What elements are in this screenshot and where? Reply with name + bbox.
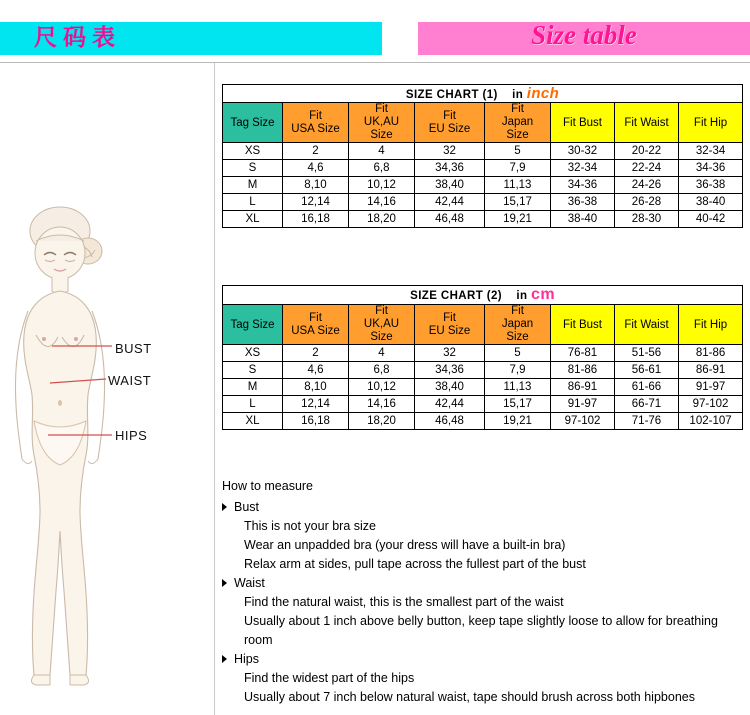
chart1-r0-c2: 4 [349, 143, 415, 160]
chart2-r1-c2: 6,8 [349, 362, 415, 379]
chart2-header-tag-size: Tag Size [223, 305, 283, 345]
chart1-r2-c5: 34-36 [551, 177, 615, 194]
chart1-header-fit-bust: Fit Bust [551, 103, 615, 143]
chart1-r2-c0: M [223, 177, 283, 194]
chart2-header-ukau-size: Fit UK,AU Size [349, 305, 415, 345]
chart2-header-eu-size: Fit EU Size [415, 305, 485, 345]
body-measurement-illustration [0, 63, 214, 715]
chart1-r1-c2: 6,8 [349, 160, 415, 177]
how-to-measure-section [222, 477, 742, 707]
chart1-header-eu-size: Fit EU Size [415, 103, 485, 143]
header-chinese-title: 尺码表 [34, 25, 121, 51]
chart1-r4-c0: XL [223, 211, 283, 228]
chart1-r4-c3: 46,48 [415, 211, 485, 228]
chart2-r1-c1: 4,6 [283, 362, 349, 379]
chart2-r1-c6: 56-61 [615, 362, 679, 379]
chart2-r1-c4: 7,9 [485, 362, 551, 379]
chart1-r3-c2: 14,16 [349, 194, 415, 211]
how-to-group-waist [222, 574, 742, 650]
chart2-r2-c1: 8,10 [283, 379, 349, 396]
table-row [223, 194, 743, 211]
chart1-header-usa-size: Fit USA Size [283, 103, 349, 143]
table-row [223, 160, 743, 177]
chart2-r3-c4: 15,17 [485, 396, 551, 413]
chart2-r1-c0: S [223, 362, 283, 379]
chart1-header-ukau-size: Fit UK,AU Size [349, 103, 415, 143]
chart2-unit-prefix: in [516, 290, 528, 302]
chart2-header-fit-bust: Fit Bust [551, 305, 615, 345]
chart1-r4-c7: 40-42 [679, 211, 743, 228]
chart1-header-tag-size: Tag Size [223, 103, 283, 143]
size-chart-inch-table [222, 84, 743, 228]
chart1-r2-c4: 11,13 [485, 177, 551, 194]
triangle-bullet-icon [222, 579, 227, 587]
chart1-r3-c6: 26-28 [615, 194, 679, 211]
chart2-r0-c7: 81-86 [679, 345, 743, 362]
chart2-header-usa-size: Fit USA Size [283, 305, 349, 345]
how-to-head-waist-label: Waist [234, 576, 265, 590]
chart2-r3-c0: L [223, 396, 283, 413]
chart2-r4-c7: 102-107 [679, 413, 743, 430]
label-bust: BUST [115, 341, 152, 356]
chart1-r1-c5: 32-34 [551, 160, 615, 177]
table-row [223, 379, 743, 396]
chart1-r1-c4: 7,9 [485, 160, 551, 177]
chart1-r4-c5: 38-40 [551, 211, 615, 228]
page-header [0, 0, 750, 62]
chart1-r3-c1: 12,14 [283, 194, 349, 211]
chart2-r0-c0: XS [223, 345, 283, 362]
chart2-r2-c5: 86-91 [551, 379, 615, 396]
chart2-r3-c7: 97-102 [679, 396, 743, 413]
chart2-r2-c7: 91-97 [679, 379, 743, 396]
table-row [223, 177, 743, 194]
chart1-unit: inch [526, 85, 560, 102]
how-to-measure-title: How to measure [222, 479, 314, 493]
chart1-r0-c0: XS [223, 143, 283, 160]
chart1-r1-c7: 34-36 [679, 160, 743, 177]
chart1-r2-c3: 38,40 [415, 177, 485, 194]
how-to-waist-line-2: Usually about 1 inch above belly button, keep tape slightly loose to allow for breathing room [244, 614, 718, 647]
how-to-head-bust [222, 498, 742, 517]
how-to-head-hips-label: Hips [234, 652, 260, 666]
chart1-r1-c6: 22-24 [615, 160, 679, 177]
chart1-r3-c7: 38-40 [679, 194, 743, 211]
label-waist: WAIST [108, 373, 152, 388]
chart2-header-fit-waist: Fit Waist [615, 305, 679, 345]
chart1-r0-c7: 32-34 [679, 143, 743, 160]
chart2-r4-c4: 19,21 [485, 413, 551, 430]
chart1-r2-c7: 36-38 [679, 177, 743, 194]
chart1-r4-c4: 19,21 [485, 211, 551, 228]
chart2-r4-c0: XL [223, 413, 283, 430]
chart1-r4-c2: 18,20 [349, 211, 415, 228]
chart1-r1-c3: 34,36 [415, 160, 485, 177]
chart1-r1-c1: 4,6 [283, 160, 349, 177]
chart2-r3-c3: 42,44 [415, 396, 485, 413]
chart2-r2-c2: 10,12 [349, 379, 415, 396]
chart2-r0-c5: 76-81 [551, 345, 615, 362]
triangle-bullet-icon [222, 655, 227, 663]
chart1-r3-c3: 42,44 [415, 194, 485, 211]
chart1-header-japan-size: Fit Japan Size [485, 103, 551, 143]
chart1-r3-c0: L [223, 194, 283, 211]
how-to-bust-line-2: Wear an unpadded bra (your dress will have a built-in bra) [244, 538, 566, 552]
chart1-title-cell [223, 85, 743, 103]
chart2-r3-c6: 66-71 [615, 396, 679, 413]
table-row [223, 396, 743, 413]
chart2-title-cell [223, 286, 743, 305]
chart2-unit: cm [531, 286, 555, 303]
chart2-r0-c6: 51-56 [615, 345, 679, 362]
table-row [223, 345, 743, 362]
chart1-header-fit-waist: Fit Waist [615, 103, 679, 143]
chart1-r2-c2: 10,12 [349, 177, 415, 194]
chart1-header-fit-hip: Fit Hip [679, 103, 743, 143]
chart2-r4-c1: 16,18 [283, 413, 349, 430]
chart2-r3-c1: 12,14 [283, 396, 349, 413]
size-chart-cm-table [222, 285, 743, 430]
chart2-r4-c6: 71-76 [615, 413, 679, 430]
chart1-r4-c1: 16,18 [283, 211, 349, 228]
chart1-header-row [223, 103, 743, 143]
chart2-header-row [223, 305, 743, 345]
how-to-hips-line-1: Find the widest part of the hips [244, 671, 415, 685]
chart1-r2-c6: 24-26 [615, 177, 679, 194]
chart2-header-japan-size: Fit Japan Size [485, 305, 551, 345]
how-to-group-bust [222, 498, 742, 574]
label-hips: HIPS [115, 428, 148, 443]
how-to-head-hips [222, 650, 742, 669]
chart2-r0-c1: 2 [283, 345, 349, 362]
chart2-title-row [223, 286, 743, 305]
vertical-divider [214, 63, 215, 715]
chart2-r2-c4: 11,13 [485, 379, 551, 396]
how-to-head-bust-label: Bust [234, 500, 260, 514]
chart1-unit-prefix: in [512, 89, 524, 101]
chart2-r2-c0: M [223, 379, 283, 396]
chart1-r0-c1: 2 [283, 143, 349, 160]
chart1-r3-c4: 15,17 [485, 194, 551, 211]
table-row [223, 362, 743, 379]
triangle-bullet-icon [222, 503, 227, 511]
chart1-title-row [223, 85, 743, 103]
chart2-r2-c6: 61-66 [615, 379, 679, 396]
how-to-head-waist [222, 574, 742, 593]
how-to-bust-line-3: Relax arm at sides, pull tape across the fullest part of the bust [244, 557, 586, 571]
how-to-group-hips [222, 650, 742, 707]
chart1-r1-c0: S [223, 160, 283, 177]
chart2-r4-c2: 18,20 [349, 413, 415, 430]
chart1-r0-c6: 20-22 [615, 143, 679, 160]
table-row [223, 143, 743, 160]
chart2-r2-c3: 38,40 [415, 379, 485, 396]
chart2-r1-c3: 34,36 [415, 362, 485, 379]
table-row [223, 211, 743, 228]
female-figure-icon [0, 63, 214, 715]
chart2-r1-c7: 86-91 [679, 362, 743, 379]
header-english-title: Size table [531, 20, 637, 50]
chart2-r4-c3: 46,48 [415, 413, 485, 430]
chart2-r4-c5: 97-102 [551, 413, 615, 430]
chart1-r4-c6: 28-30 [615, 211, 679, 228]
chart1-r3-c5: 36-38 [551, 194, 615, 211]
chart2-header-fit-hip: Fit Hip [679, 305, 743, 345]
chart2-r3-c2: 14,16 [349, 396, 415, 413]
chart2-r0-c4: 5 [485, 345, 551, 362]
chart2-r0-c2: 4 [349, 345, 415, 362]
chart2-r1-c5: 81-86 [551, 362, 615, 379]
how-to-bust-line-1: This is not your bra size [244, 519, 376, 533]
how-to-waist-line-1: Find the natural waist, this is the smallest part of the waist [244, 595, 564, 609]
chart1-title: SIZE CHART (1) [405, 89, 498, 101]
chart2-r0-c3: 32 [415, 345, 485, 362]
chart1-r0-c4: 5 [485, 143, 551, 160]
chart2-r3-c5: 91-97 [551, 396, 615, 413]
chart2-title: SIZE CHART (2) [410, 290, 502, 302]
chart1-r2-c1: 8,10 [283, 177, 349, 194]
chart1-r0-c3: 32 [415, 143, 485, 160]
table-row [223, 413, 743, 430]
chart1-r0-c5: 30-32 [551, 143, 615, 160]
how-to-hips-line-2: Usually about 7 inch below natural waist, tape should brush across both hipbones [244, 690, 695, 704]
